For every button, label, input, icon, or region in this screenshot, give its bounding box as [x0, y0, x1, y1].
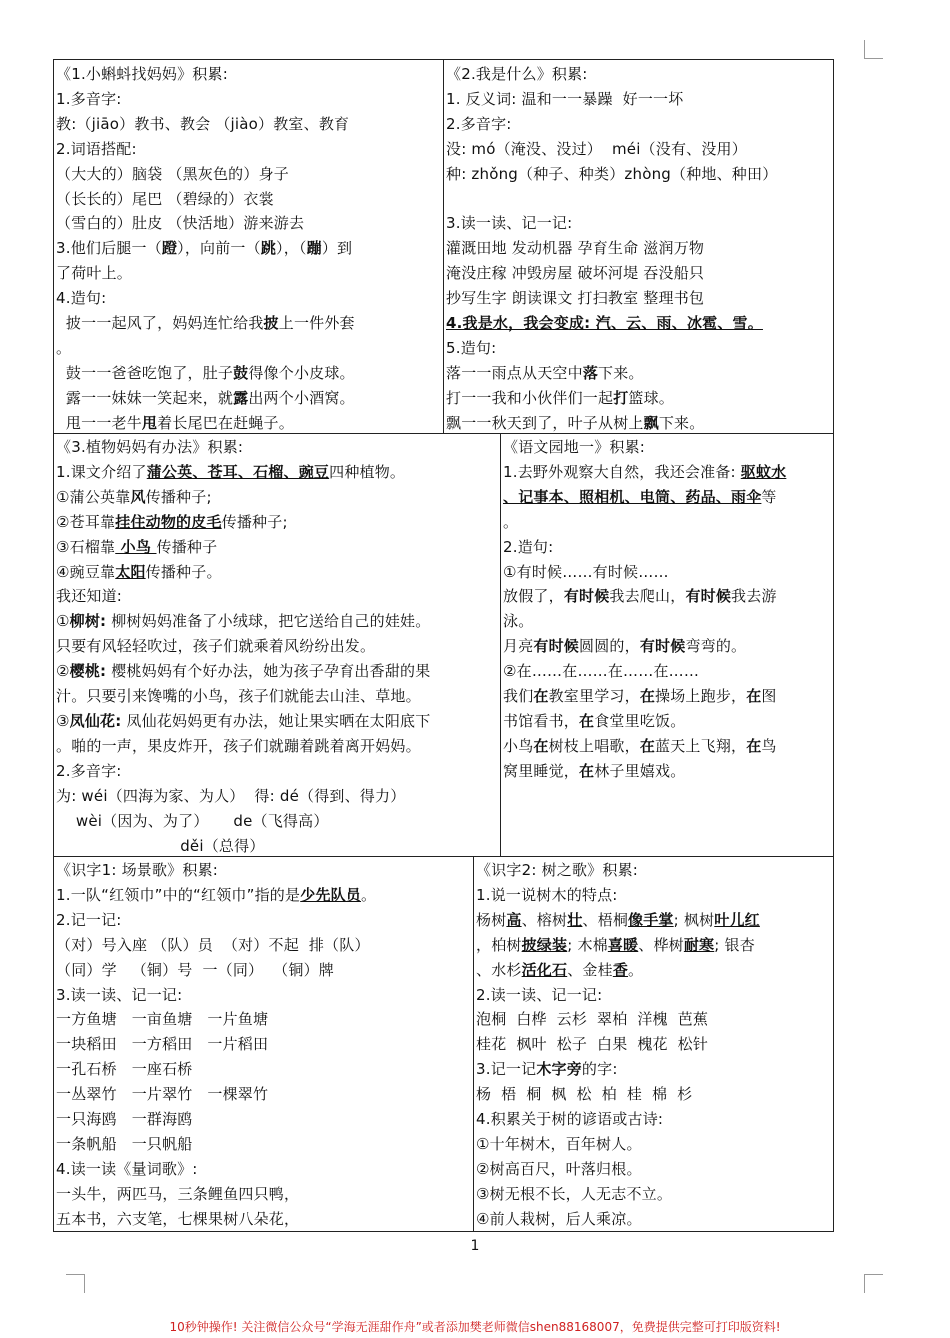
section-garden-1	[501, 433, 835, 856]
text-line: 一只海鸥 一群海鸥	[56, 1110, 193, 1129]
table-row	[54, 60, 833, 434]
text-line: 5.造句:	[446, 338, 497, 357]
text-line: 月亮有时候圆圆的，有时候弯弯的。	[503, 637, 747, 656]
text-line: 。	[56, 338, 72, 357]
text-line: 灌溉田地 发动机器 孕育生命 滋润万物	[446, 239, 705, 258]
text-line: 2.记一记:	[56, 910, 122, 929]
text-line: wèi（因为、为了） de（飞得高）	[56, 811, 329, 830]
section-title: 《3.植物妈妈有办法》积累:	[56, 438, 244, 456]
notes-table	[53, 59, 834, 1232]
text-line: 抄写生字 朗读课文 打扫教室 整理书包	[446, 289, 705, 308]
text-line: 杨 梧 桐 枫 松 柏 桂 棉 杉	[476, 1085, 693, 1104]
text-line: 教:（jiāo）教书、教会 （jiào）教室、教育	[56, 114, 350, 133]
text-line: 、水杉活化石、金桂香。	[476, 960, 644, 979]
text-line: 种: zhǒng（种子、种类）zhòng（种地、种田）	[446, 164, 778, 183]
text-line: 打一一我和小伙伴们一起打篮球。	[446, 388, 675, 407]
text-line: 一方鱼塘 一亩鱼塘 一片鱼塘	[56, 1010, 269, 1029]
text-line: （雪白的）肚皮 （快活地）游来游去	[56, 214, 305, 233]
text-line: 飘一一秋天到了，叶子从树上飘下来。	[446, 413, 705, 432]
text-line: 一丛翠竹 一片翠竹 一棵翠竹	[56, 1085, 269, 1104]
section-lesson-2	[444, 60, 835, 433]
text-line: 1.说一说树木的特点:	[476, 885, 618, 904]
page-number: 1	[470, 1238, 480, 1254]
text-line: ①柳树: 柳树妈妈准备了小绒球，把它送给自己的娃娃。	[56, 612, 431, 631]
text-line: ②树高百尺，叶落归根。	[476, 1159, 642, 1178]
section-title: 《语文园地一》积累:	[503, 438, 646, 456]
section-title: 《识字2: 树之歌》积累:	[476, 861, 639, 879]
text-line: ④前人栽树，后人乘凉。	[476, 1209, 642, 1228]
text-line: 2.多音字:	[56, 761, 122, 780]
text-line: 一条帆船 一只帆船	[56, 1134, 193, 1153]
text-line: 4.我是水，我会变成: 汽、云、雨、冰雹、雪。	[446, 314, 763, 333]
text-line: 一头牛，两匹马，三条鲤鱼四只鸭，	[56, 1184, 300, 1203]
section-title: 《识字1: 场景歌》积累:	[56, 861, 219, 879]
blank-line	[446, 187, 833, 212]
text-line: 露一一妹妹一笑起来，就露出两个小酒窝。	[56, 388, 355, 407]
table-row	[54, 856, 833, 1231]
section-title: 《1.小蝌蚪找妈妈》积累:	[56, 65, 228, 83]
text-line: 没: mó（淹没、没过） méi（没有、没用）	[446, 139, 747, 158]
text-line: 4.造句:	[56, 289, 107, 308]
text-line: ②樱桃: 樱桃妈妈有个好办法，她为孩子孕育出香甜的果	[56, 662, 431, 681]
text-line: 淹没庄稼 冲毁房屋 破坏河堤 吞没船只	[446, 264, 705, 283]
text-line: 1.多音字:	[56, 89, 122, 108]
text-line: děi（总得）	[56, 836, 265, 855]
text-line: ③凤仙花: 凤仙花妈妈更有办法，她让果实晒在太阳底下	[56, 711, 431, 730]
text-line: 2.多音字:	[446, 114, 512, 133]
text-line: （长长的）尾巴 （碧绿的）衣裳	[56, 189, 274, 208]
text-line: 五本书，六支笔，七棵果树八朵花，	[56, 1209, 300, 1228]
text-line: （同）学 （铜）号 一（同） （铜）牌	[56, 960, 334, 979]
text-line: ②苍耳靠挂住动物的皮毛传播种子;	[56, 512, 288, 531]
text-line: 只要有风轻轻吹过，孩子们就乘着风纷纷出发。	[56, 637, 376, 656]
text-line: 窝里睡觉，在林子里嬉戏。	[503, 761, 686, 780]
text-line: 3.读一读、记一记:	[446, 214, 573, 233]
text-line: 我还知道:	[56, 587, 123, 606]
text-line: 1.一队“红领巾”中的“红领巾”指的是少先队员。	[56, 885, 377, 904]
section-lesson-3	[54, 433, 501, 856]
text-line: 3.记一记木字旁的字:	[476, 1060, 618, 1079]
text-line: 一孔石桥 一座石桥	[56, 1060, 193, 1079]
footer-promo-text: 10秒钟操作! 关注微信公众号“学海无涯甜作舟”或者添加樊老师微信shen88168007，免费提供完整可打印版资料!	[169, 1320, 781, 1334]
text-line: 放假了，有时候我去爬山，有时候我去游	[503, 587, 777, 606]
text-line: ，柏树披绿装; 木棉喜暖、桦树耐寒; 银杏	[476, 935, 755, 954]
section-literacy-1	[54, 856, 474, 1231]
text-line: ④豌豆靠太阳传播种子。	[56, 562, 222, 581]
text-line: 泳。	[503, 612, 534, 631]
text-line: 鼓一一爸爸吃饱了，肚子鼓得像个小皮球。	[56, 363, 355, 382]
text-line: 4.读一读《量词歌》:	[56, 1159, 198, 1178]
text-line: 。	[503, 512, 519, 531]
text-line: 了荷叶上。	[56, 264, 133, 283]
text-line: 汁。只要引来馋嘴的小鸟，孩子们就能去山洼、草地。	[56, 687, 421, 706]
text-line: 2.词语搭配:	[56, 139, 137, 158]
text-line: ②在……在……在……在……	[503, 662, 700, 681]
section-lesson-1	[54, 60, 444, 433]
text-line: ③树无根不长，人无志不立。	[476, 1184, 673, 1203]
text-line: 2.读一读、记一记:	[476, 985, 603, 1004]
text-line: 3.他们后腿一（蹬），向前一（跳），（蹦）到	[56, 239, 353, 258]
section-literacy-2	[474, 856, 835, 1231]
crop-mark-bottom-left	[66, 1274, 85, 1293]
crop-mark-bottom-right	[864, 1274, 883, 1293]
text-line: 书馆看书，在食堂里吃饭。	[503, 711, 686, 730]
text-line: 1. 反义词: 温和一一暴躁 好一一坏	[446, 89, 684, 108]
text-line: 杨树高、榕树壮、梧桐像手掌; 枫树叶儿红	[476, 910, 760, 929]
text-line: 4.积累关于树的谚语或古诗:	[476, 1110, 664, 1129]
text-line: 披一一起风了，妈妈连忙给我披上一件外套	[56, 314, 355, 333]
text-line: 落一一雨点从天空中落下来。	[446, 363, 644, 382]
text-line: ①有时候……有时候……	[503, 562, 669, 581]
text-line: （大大的）脑袋 （黑灰色的）身子	[56, 164, 289, 183]
text-line: 2.造句:	[503, 537, 554, 556]
text-line: 甩一一老牛甩着长尾巴在赶蝇子。	[56, 413, 294, 432]
text-line: 。啪的一声，果皮炸开，孩子们就蹦着跳着离开妈妈。	[56, 736, 421, 755]
text-line: 1.去野外观察大自然，我还会准备: 驱蚊水	[503, 462, 787, 481]
text-line: ①十年树木，百年树人。	[476, 1134, 642, 1153]
text-line: ①蒲公英靠风传播种子;	[56, 487, 212, 506]
text-line: 、记事本、照相机、电筒、药品、雨伞等	[503, 487, 777, 506]
text-line: 3.读一读、记一记:	[56, 985, 183, 1004]
crop-mark-top-right	[864, 40, 883, 59]
text-line: 一块稻田 一方稻田 一片稻田	[56, 1035, 269, 1054]
text-line: ③石榴靠 小鸟 传播种子	[56, 537, 218, 556]
text-line: 桂花 枫叶 松子 白果 槐花 松针	[476, 1035, 709, 1054]
section-title: 《2.我是什么》积累:	[446, 65, 588, 83]
text-line: （对）号入座 （队）员 （对）不起 排（队）	[56, 935, 370, 954]
text-line: 泡桐 白桦 云杉 翠柏 洋槐 芭蕉	[476, 1010, 709, 1029]
text-line: 小鸟在树枝上唱歌，在蓝天上飞翔，在鸟	[503, 736, 777, 755]
table-row	[54, 433, 833, 857]
text-line: 为: wéi（四海为家、为人） 得: dé（得到、得力）	[56, 786, 406, 805]
text-line: 1.课文介绍了蒲公英、苍耳、石榴、豌豆四种植物。	[56, 462, 406, 481]
text-line: 我们在教室里学习，在操场上跑步，在图	[503, 687, 777, 706]
